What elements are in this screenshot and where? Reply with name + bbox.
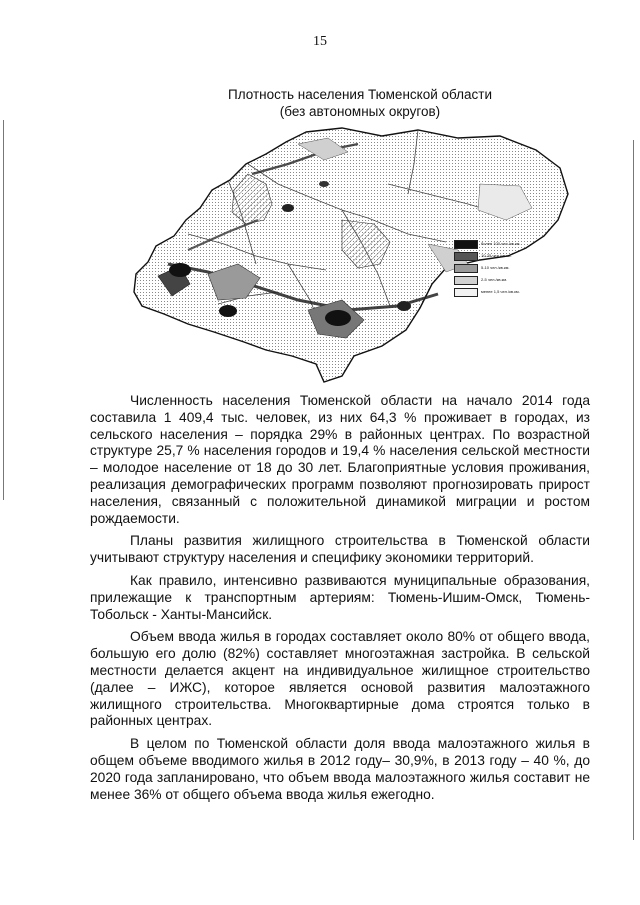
scan-edge-right <box>633 140 634 840</box>
legend-label: 10-25 чел./кв.км. <box>481 253 512 258</box>
map-title <box>200 86 520 120</box>
map-legend <box>454 238 554 298</box>
legend-swatch <box>454 264 478 273</box>
paragraph-housing-volume: Объем ввода жилья в городах составляет около 80% от общего ввода, большую его долю (82%) составляет многоэтажная застройка. В сельской местности делается акцент на индивидуальное жилищное строительство (далее – ИЖС), которое является основой развития малоэтажного жилищного строительства. Многоквартирные дома строятся только в районных центрах. <box>90 629 590 729</box>
map-title-line-2: (без автономных округов) <box>279 104 441 119</box>
legend-item <box>454 286 554 298</box>
legend-label: 2-5 чел./кв.км. <box>481 277 508 282</box>
body-text <box>90 393 590 809</box>
legend-swatch <box>454 276 478 285</box>
scan-edge-left <box>3 120 4 500</box>
legend-item <box>454 262 554 274</box>
legend-item <box>454 250 554 262</box>
legend-swatch <box>454 288 478 297</box>
map-title-line-1: Плотность населения Тюменской области <box>228 87 492 102</box>
legend-item <box>454 238 554 250</box>
legend-item <box>454 274 554 286</box>
legend-label: менее 1,5 чел./кв.км. <box>481 289 520 294</box>
paragraph-transport: Как правило, интенсивно развиваются муниципальные образования, прилежащие к транспортным артериям: Тюмень-Ишим-Омск, Тюмень-Тобольск - Ханты-Мансийск. <box>90 572 590 622</box>
legend-label: более 100 чел./кв.км. <box>481 241 521 246</box>
legend-swatch <box>454 240 478 249</box>
legend-swatch <box>454 252 478 261</box>
paragraph-housing-plans: Планы развития жилищного строительства в Тюменской области учитывают структуру населения и специфику экономики территорий. <box>90 533 590 566</box>
paragraph-population: Численность населения Тюменской области на начало 2014 года составила 1 409,4 тыс. человек, из них 64,3 % проживает в городах, из сельского населения – порядка 29% в районных центрах. По возрастной структуре 25,7 % населения городов и 19,4 % населения сельской местности – молодое население от 18 до 30 лет. Благоприятные условия проживания, реализация демографических программ позволяют прогнозировать прирост населения, связанный с положительной динамикой миграции и ростом рождаемости. <box>90 393 590 526</box>
paragraph-low-rise-share: В целом по Тюменской области доля ввода малоэтажного жилья в общем объеме вводимого жилья в 2012 году– 30,9%, в 2013 году – 40 %, до 2020 года запланировано, что объем ввода малоэтажного жилья составит не менее 36% от общего объема ввода жилья ежегодно. <box>90 736 590 802</box>
page-number: 15 <box>313 34 327 49</box>
legend-label: 5-10 чел./кв.км. <box>481 265 510 270</box>
